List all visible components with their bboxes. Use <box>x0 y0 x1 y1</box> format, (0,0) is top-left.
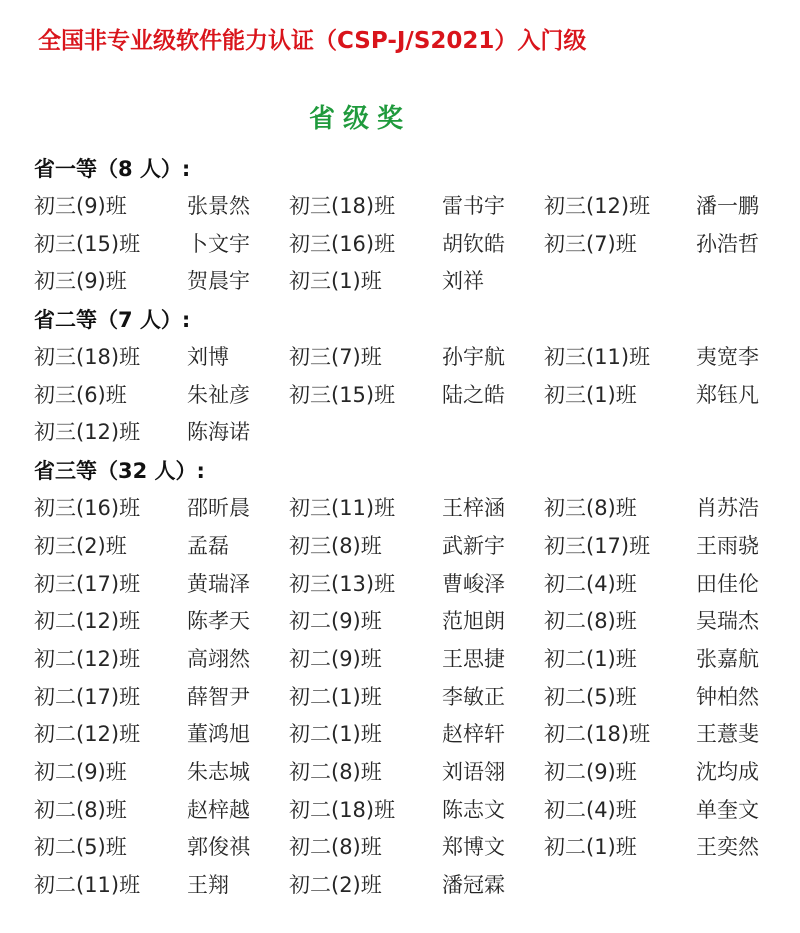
class-name: 初二(1)班 <box>289 722 382 747</box>
student-name: 王奕然 <box>696 835 759 860</box>
class-name: 初三(18)班 <box>34 345 141 370</box>
student-name: 郑钰凡 <box>696 382 759 407</box>
class-name: 初三(8)班 <box>289 533 382 558</box>
student-name: 黄瑞泽 <box>187 571 250 596</box>
section-header: 省三等（32 人）: <box>34 459 205 484</box>
student-name: 王雨骁 <box>696 533 759 558</box>
award-list <box>34 150 794 905</box>
class-name: 初二(5)班 <box>544 684 637 709</box>
award-row <box>34 339 794 377</box>
document-title: 全国非专业级软件能力认证（CSP-J/S2021）入门级 <box>38 28 587 54</box>
award-row <box>34 867 794 905</box>
class-name: 初二(9)班 <box>289 646 382 671</box>
award-row <box>34 716 794 754</box>
award-row <box>34 263 794 301</box>
award-row <box>34 754 794 792</box>
class-name: 初二(8)班 <box>289 759 382 784</box>
class-name: 初二(4)班 <box>544 571 637 596</box>
student-name: 潘一鹏 <box>696 194 759 218</box>
student-name: 孟磊 <box>187 533 229 558</box>
student-name: 王翔 <box>187 873 229 897</box>
class-name: 初三(16)班 <box>289 231 396 256</box>
student-name: 王思捷 <box>442 646 505 671</box>
class-name: 初二(12)班 <box>34 609 141 634</box>
class-name: 初二(9)班 <box>544 759 637 784</box>
class-name: 初三(15)班 <box>289 382 396 407</box>
class-name: 初二(8)班 <box>289 835 382 860</box>
student-name: 董鸿旭 <box>187 722 250 747</box>
student-name: 孙浩哲 <box>696 231 759 256</box>
student-name: 邵昕晨 <box>187 496 250 521</box>
award-row <box>34 829 794 867</box>
award-row <box>34 226 794 264</box>
award-row <box>34 566 794 604</box>
student-name: 刘语翎 <box>442 759 505 784</box>
student-name: 潘冠霖 <box>442 873 505 897</box>
class-name: 初二(1)班 <box>289 684 382 709</box>
class-name: 初三(12)班 <box>34 420 141 445</box>
student-name: 陆之皓 <box>442 382 505 407</box>
student-name: 肖苏浩 <box>696 496 759 521</box>
class-name: 初三(11)班 <box>544 345 651 370</box>
class-name: 初三(8)班 <box>544 496 637 521</box>
student-name: 夷宽李 <box>696 345 759 370</box>
class-name: 初三(11)班 <box>289 496 396 521</box>
class-name: 初二(17)班 <box>34 684 141 709</box>
student-name: 朱志城 <box>187 759 250 784</box>
student-name: 田佳伦 <box>696 571 759 596</box>
student-name: 沈均成 <box>696 759 759 784</box>
class-name: 初三(2)班 <box>34 533 127 558</box>
class-name: 初三(1)班 <box>544 382 637 407</box>
student-name: 胡钦皓 <box>442 231 505 256</box>
student-name: 高翊然 <box>187 646 250 671</box>
class-name: 初二(18)班 <box>544 722 651 747</box>
class-name: 初二(18)班 <box>289 797 396 822</box>
student-name: 赵梓越 <box>187 797 250 822</box>
student-name: 曹峻泽 <box>442 571 505 596</box>
student-name: 赵梓轩 <box>442 722 505 747</box>
student-name: 张嘉航 <box>696 646 759 671</box>
class-name: 初二(8)班 <box>34 797 127 822</box>
class-name: 初三(13)班 <box>289 571 396 596</box>
student-name: 陈志文 <box>442 797 505 822</box>
award-row <box>34 641 794 679</box>
class-name: 初三(15)班 <box>34 231 141 256</box>
class-name: 初二(12)班 <box>34 646 141 671</box>
award-row <box>34 679 794 717</box>
section-header: 省一等（8 人）: <box>34 157 191 181</box>
student-name: 吴瑞杰 <box>696 609 759 634</box>
student-name: 范旭朗 <box>442 609 505 634</box>
student-name: 武新宇 <box>442 533 505 558</box>
class-name: 初二(8)班 <box>544 609 637 634</box>
class-name: 初二(2)班 <box>289 873 382 897</box>
student-name: 贺晨宇 <box>187 269 250 294</box>
class-name: 初二(5)班 <box>34 835 127 860</box>
student-name: 王梓涵 <box>442 496 505 521</box>
class-name: 初三(9)班 <box>34 269 127 294</box>
award-row <box>34 603 794 641</box>
class-name: 初二(12)班 <box>34 722 141 747</box>
class-name: 初三(17)班 <box>544 533 651 558</box>
award-level-heading: 省级奖 <box>308 104 411 134</box>
student-name: 孙宇航 <box>442 345 505 370</box>
class-name: 初三(6)班 <box>34 382 127 407</box>
award-row <box>34 792 794 830</box>
section-header: 省二等（7 人）: <box>34 308 191 333</box>
class-name: 初二(9)班 <box>34 759 127 784</box>
award-row <box>34 490 794 528</box>
class-name: 初三(7)班 <box>289 345 382 370</box>
class-name: 初三(12)班 <box>544 194 651 218</box>
class-name: 初三(7)班 <box>544 231 637 256</box>
student-name: 李敏正 <box>442 684 505 709</box>
class-name: 初二(11)班 <box>34 873 141 897</box>
student-name: 刘祥 <box>442 269 484 294</box>
student-name: 雷书宇 <box>442 194 505 218</box>
class-name: 初三(1)班 <box>289 269 382 294</box>
class-name: 初三(16)班 <box>34 496 141 521</box>
class-name: 初三(17)班 <box>34 571 141 596</box>
class-name: 初二(4)班 <box>544 797 637 822</box>
student-name: 钟柏然 <box>696 684 759 709</box>
student-name: 刘博 <box>187 345 229 370</box>
student-name: 陈孝天 <box>187 609 250 634</box>
student-name: 郭俊祺 <box>187 835 250 860</box>
award-row <box>34 188 794 226</box>
student-name: 陈海诺 <box>187 420 250 445</box>
student-name: 卜文宇 <box>187 231 250 256</box>
class-name: 初二(9)班 <box>289 609 382 634</box>
student-name: 朱祉彦 <box>187 382 250 407</box>
award-row <box>34 377 794 415</box>
class-name: 初三(18)班 <box>289 194 396 218</box>
student-name: 王薏斐 <box>696 722 759 747</box>
student-name: 张景然 <box>187 194 250 218</box>
class-name: 初三(9)班 <box>34 194 127 218</box>
student-name: 单奎文 <box>696 797 759 822</box>
class-name: 初二(1)班 <box>544 646 637 671</box>
class-name: 初二(1)班 <box>544 835 637 860</box>
student-name: 薛智尹 <box>187 684 250 709</box>
award-row <box>34 528 794 566</box>
student-name: 郑博文 <box>442 835 505 860</box>
award-row <box>34 414 794 452</box>
